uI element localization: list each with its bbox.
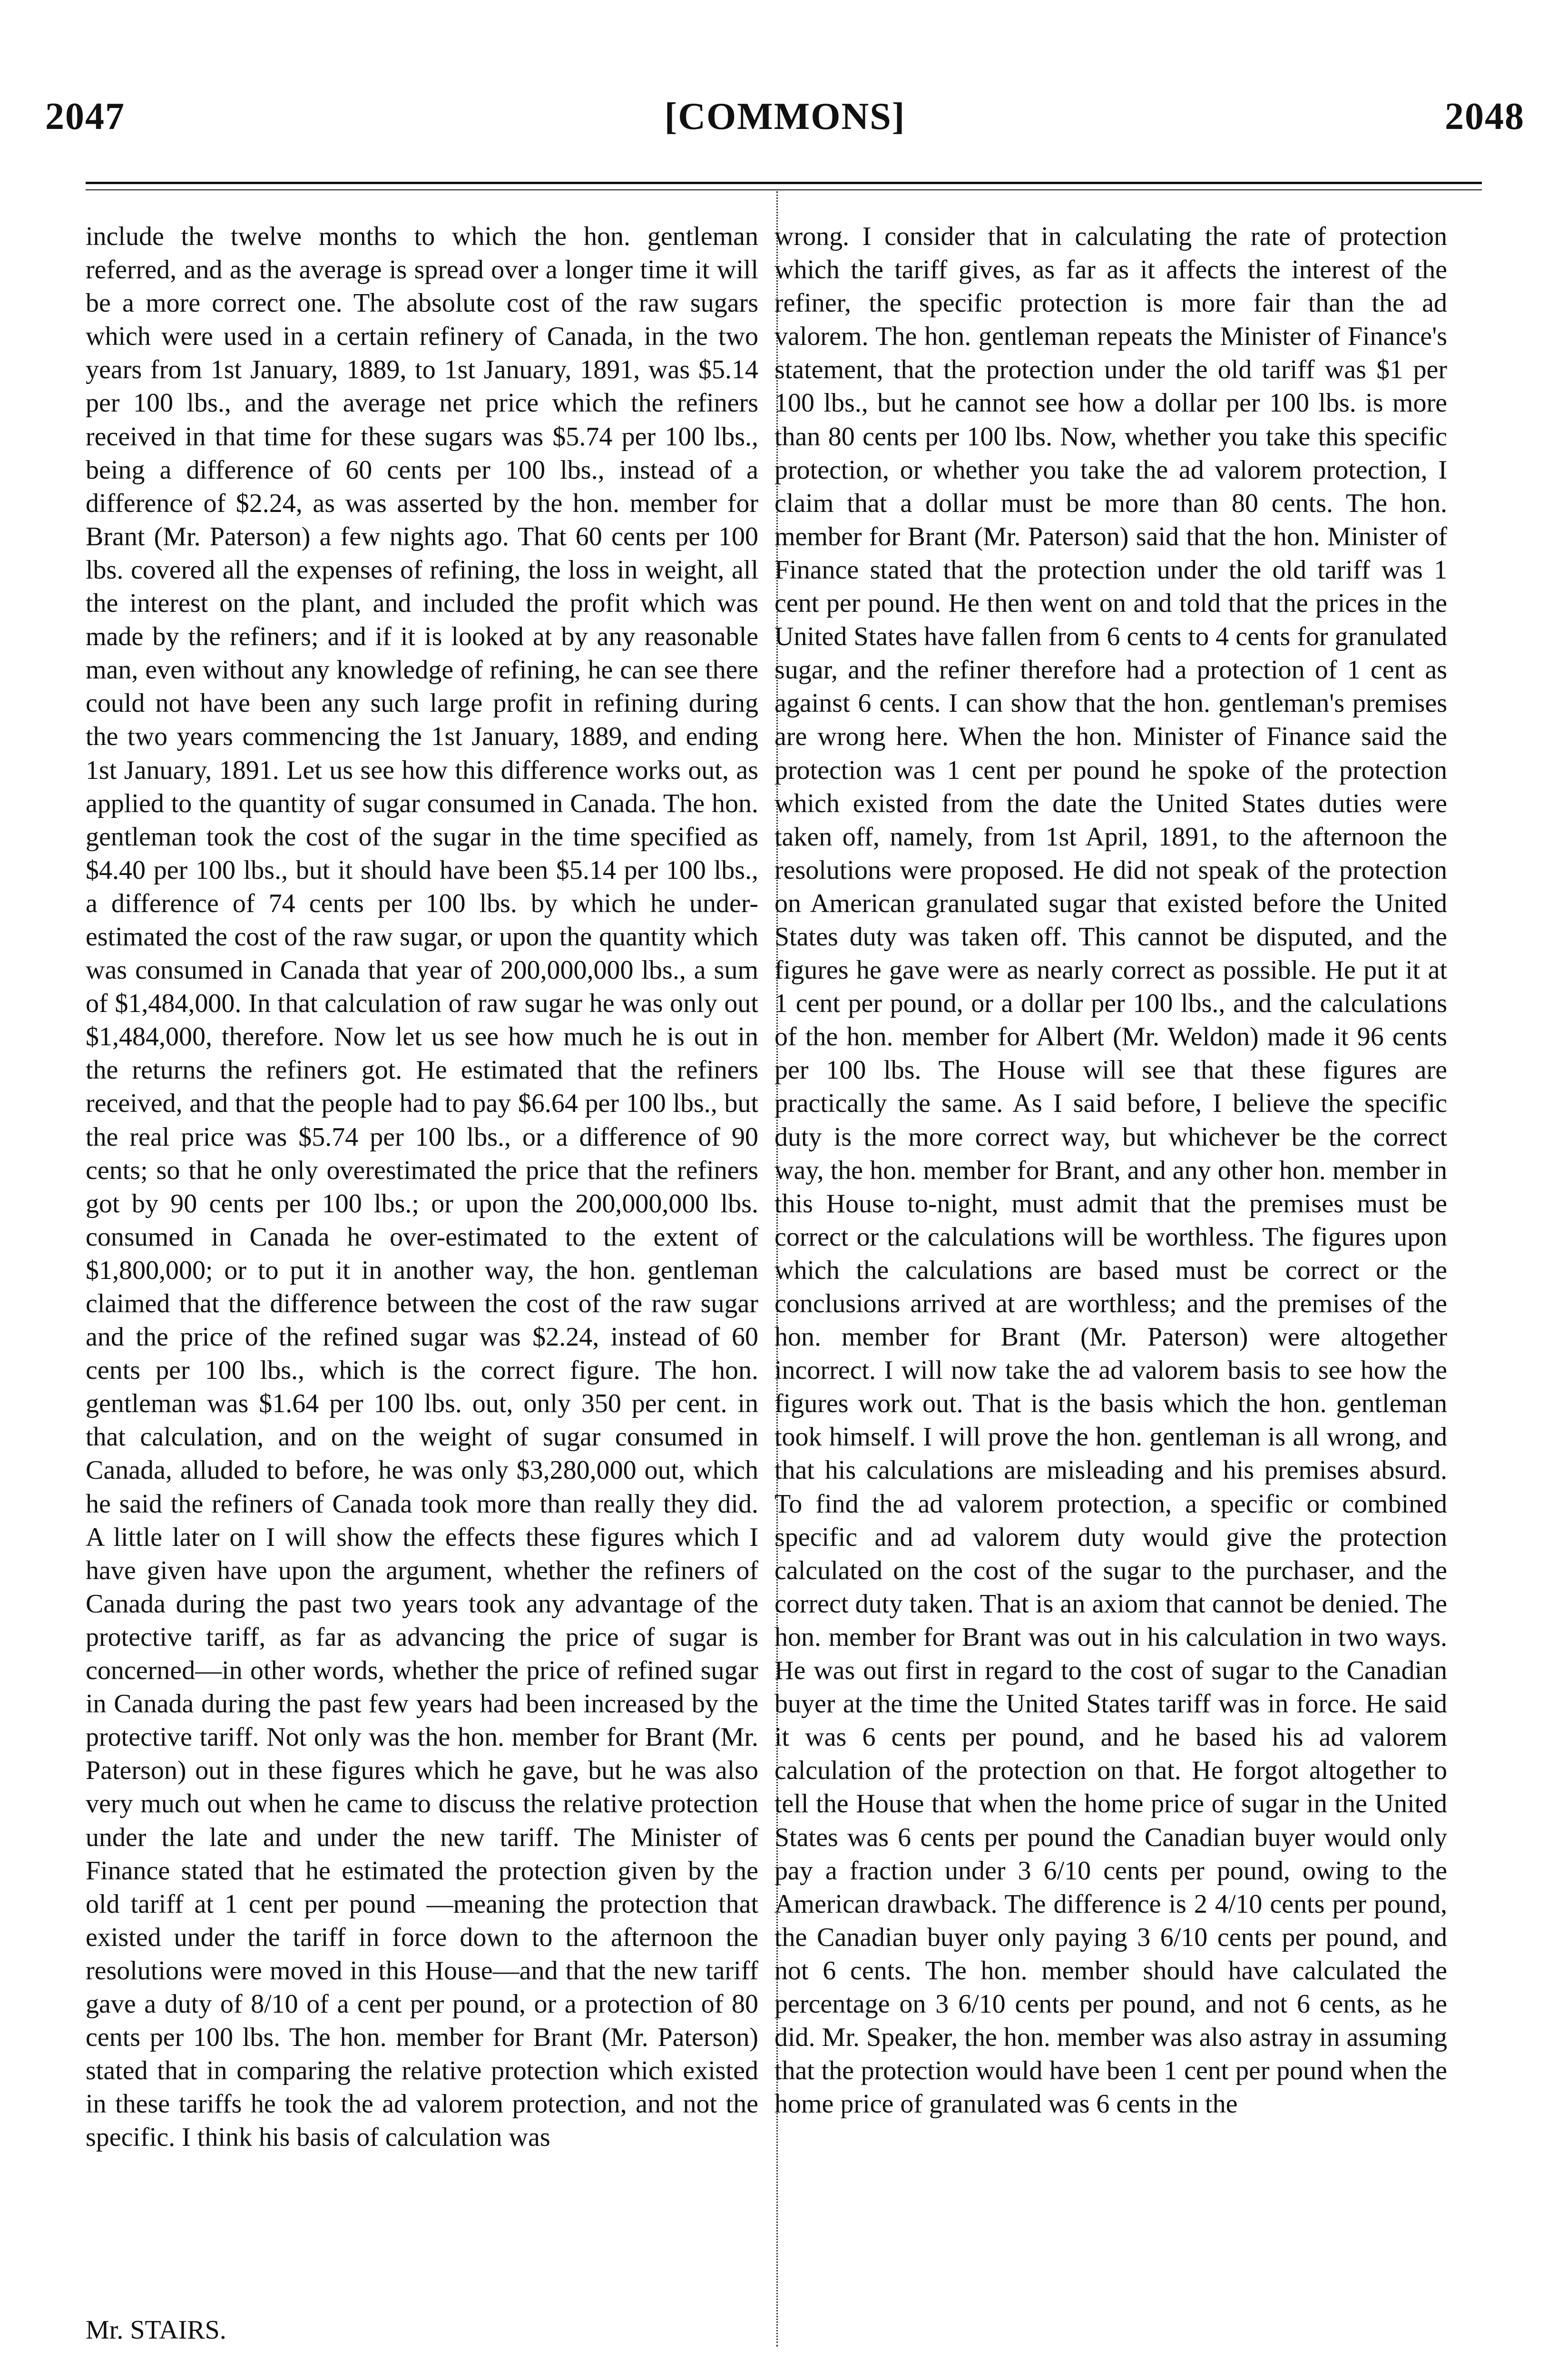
header-rule-thin	[86, 189, 1482, 190]
left-column-text: include the twelve months to which the hon. gentleman referred, and as the average is spread over a longer time it will be a more correct one. The absolute cost of the raw sugars which were used in a certain refinery of Canada, in the two years from 1st January, 1889, to 1st January, 1891, was $5.14 per 100 lbs., and the average net price which the refiners received in that time for these sugars was $5.74 per 100 lbs., being a difference of 60 cents per 100 lbs., instead of a difference of $2.24, as was asserted by the hon. member for Brant (Mr. Paterson) a few nights ago. That 60 cents per 100 lbs. covered all the expenses of refining, the loss in weight, all the interest on the plant, and included the profit which was made by the refiners; and if it is looked at by any reasonable man, even without any knowledge of refining, he can see there could not have been any such large profit in refining during the two years commencing the 1st January, 1889, and ending 1st January, 1891. Let us see how this difference works out, as applied to the quantity of sugar consumed in Canada. The hon. gentleman took the cost of the sugar in the time specified as $4.40 per 100 lbs., but it should have been $5.14 per 100 lbs., a difference of 74 cents per 100 lbs. by which he under-estimated the cost of the raw sugar, or upon the quantity which was consumed in Canada that year of 200,000,000 lbs., a sum of $1,484,000. In that calculation of raw sugar he was only out $1,484,000, therefore. Now let us see how much he is out in the returns the refiners got. He estimated that the refiners received, and that the people had to pay $6.64 per 100 lbs., but the real price was $5.74 per 100 lbs., or a difference of 90 cents; so that he only overestimated the price that the refiners got by 90 cents per 100 lbs.; or upon the 200,000,000 lbs. consumed in Canada he over-estimated to the extent of $1,800,000; or to put it in another way, the hon. gentleman claimed that the difference between the cost of the raw sugar and the price of the refined sugar was $2.24, instead of 60 cents per 100 lbs., which is the correct figure. The hon. gentleman was $1.64 per 100 lbs. out, only 350 per cent. in that calculation, and on the weight of sugar consumed in Canada, alluded to before, he was only $3,280,000 out, which he said the refiners of Canada took more than really they did. A little later on I will show the effects these figures which I have given have upon the argument, whether the refiners of Canada during the past two years took any advantage of the protective tariff, as far as advancing the price of sugar is concerned—in other words, whether the price of refined sugar in Canada during the past few years had been increased by the protective tariff. Not only was the hon. member for Brant (Mr. Paterson) out in these figures which he gave, but he was also very much out when he came to discuss the relative protection under the late and under the new tariff. The Minister of Finance stated that he estimated the protection given by the old tariff at 1 cent per pound —meaning the protection that existed under the tariff in force down to the afternoon the resolutions were moved in this House—and that the new tariff gave a duty of 8/10 of a cent per pound, or a protection of 80 cents per 100 lbs. The hon. member for Brant (Mr. Paterson) stated that in comparing the relative protection which existed in these tariffs he took the ad valorem protection, and not the specific. I think his basis of calculation was	[86, 222, 758, 2153]
page-header	[45, 95, 1525, 157]
running-title: [COMMONS]	[664, 96, 906, 138]
left-page-number: 2047	[45, 96, 125, 138]
left-column	[86, 220, 758, 2337]
right-column	[774, 220, 1447, 2337]
right-page-number: 2048	[1445, 96, 1525, 138]
right-column-text: wrong. I consider that in calculating the rate of protection which the tariff gives, as far as it affects the interest of the refiner, the specific protection is more fair than the ad valorem. The hon. gentleman repeats the Minister of Finance's statement, that the protection under the old tariff was $1 per 100 lbs., but he cannot see how a dollar per 100 lbs. is more than 80 cents per 100 lbs. Now, whether you take this specific protection, or whether you take the ad valorem protection, I claim that a dollar must be more than 80 cents. The hon. member for Brant (Mr. Paterson) said that the hon. Minister of Finance stated that the protection under the old tariff was 1 cent per pound. He then went on and told that the prices in the United States have fallen from 6 cents to 4 cents for granulated sugar, and the refiner therefore had a protection of 1 cent as against 6 cents. I can show that the hon. gentleman's premises are wrong here. When the hon. Minister of Finance said the protection was 1 cent per pound he spoke of the protection which existed from the date the United States duties were taken off, namely, from 1st April, 1891, to the afternoon the resolutions were proposed. He did not speak of the protection on American granulated sugar that existed before the United States duty was taken off. This cannot be disputed, and the figures he gave were as nearly correct as possible. He put it at 1 cent per pound, or a dollar per 100 lbs., and the calculations of the hon. member for Albert (Mr. Weldon) made it 96 cents per 100 lbs. The House will see that these figures are practically the same. As I said before, I believe the specific duty is the more correct way, but whichever be the correct way, the hon. member for Brant, and any other hon. member in this House to-night, must admit that the premises must be correct or the calculations will be worthless. The figures upon which the calculations are based must be correct or the conclusions arrived at are worthless; and the premises of the hon. member for Brant (Mr. Paterson) were altogether incorrect. I will now take the ad valorem basis to see how the figures work out. That is the basis which the hon. gentleman took himself. I will prove the hon. gentleman is all wrong, and that his calculations are misleading and his premises absurd. To find the ad valorem protection, a specific or combined specific and ad valorem duty would give the protection calculated on the cost of the sugar to the purchaser, and the correct duty taken. That is an axiom that cannot be denied. The hon. member for Brant was out in his calculation in two ways. He was out first in regard to the cost of sugar to the Canadian buyer at the time the United States tariff was in force. He said it was 6 cents per pound, and he based his ad valorem calculation of the protection on that. He forgot altogether to tell the House that when the home price of sugar in the United States was 6 cents per pound the Canadian buyer would only pay a fraction under 3 6/10 cents per pound, owing to the American drawback. The difference is 2 4/10 cents per pound, the Canadian buyer only paying 3 6/10 cents per pound, and not 6 cents. The hon. member should have calculated the percentage on 3 6/10 cents per pound, and not 6 cents, as he did. Mr. Speaker, the hon. member was also astray in assuming that the protection would have been 1 cent per pound when the home price of granulated was 6 cents in the	[774, 222, 1447, 2119]
header-rule-thick	[86, 182, 1482, 184]
speaker-attribution: Mr. STAIRS.	[86, 2315, 226, 2345]
